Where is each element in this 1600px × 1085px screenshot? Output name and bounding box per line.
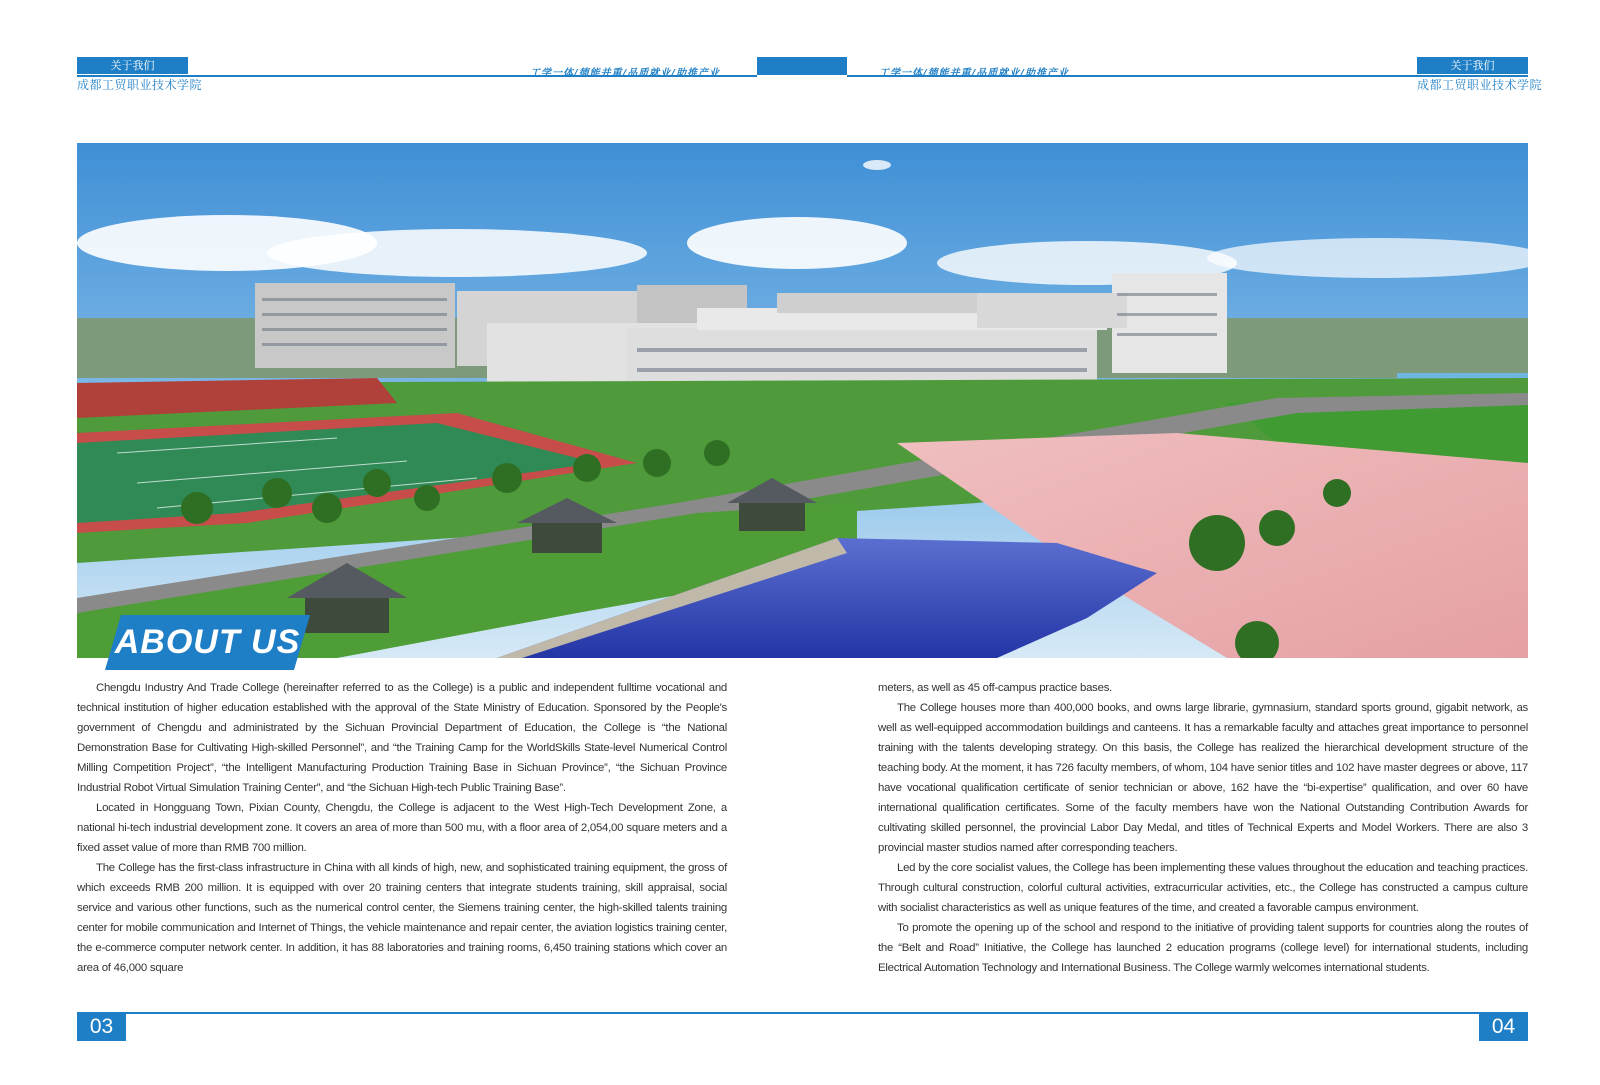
- left-text-column: [77, 678, 727, 978]
- right-paragraph: To promote the opening up of the school and respond to the initiative of providing talent supports for countries along the routes of the “Belt and Road” Initiative, the College has launched 2 education programs (college level) for international students, including Electrical Automation Technology and International Business. The College warmly welcomes international students.: [878, 922, 1528, 974]
- right-paragraph: Led by the core socialist values, the College has been implementing these values throughout the education and teaching practices. Through cultural construction, colorful cultural activities, extracurricular activities, etc., the College has constructed a campus culture with socialist characteristics as well as unique features of the time, and created a favorable campus environment.: [878, 862, 1528, 914]
- right-school-name: 成都工贸职业技术学院: [1417, 78, 1543, 92]
- header-center-block: [757, 57, 847, 75]
- left-paragraph: Chengdu Industry And Trade College (hereinafter referred to as the College) is a public and independent fulltime vocational and technical institution of higher education established with the approval of the State Ministry of Education. Sponsored by the People's government of Chengdu and administrated by the Sichuan Provincial Department of Education, the College is “the National Demonstration Base for Cultivating High-skilled Personnel”, and “the Training Camp for the WorldSkills State-level Numerical Control Milling Competition Project”, “the Intelligent Manufacturing Production Training Base in Sichuan Province”, “the Sichuan Province Industrial Robot Virtual Simulation Training Center”, and “the Sichuan High-tech Public Training Base”.: [77, 682, 727, 794]
- right-paragraph: The College houses more than 400,000 books, and owns large librarie, gymnasium, standard sports ground, gigabit network, as well as well-equipped accommodation buildings and canteens. It has a remarkable faculty and attaches great importance to personnel training with the talents developing strategy. On this basis, the College has realized the hierarchical development structure of the teaching body. At the moment, it has 726 faculty members, of whom, 104 have senior titles and 102 have master degrees or above, 117 have vocational qualification certificate of senior technician or above, 162 have the “bi-expertise” qualification, and over 60 have international qualification certificates. Some of the faculty members have won the National Outstanding Contribution Awards for cultivating skilled personnel, the provincial Labor Day Medal, and titles of Technical Experts and Model Workers. There are also 3 provincial master studios named after corresponding teachers.: [878, 702, 1528, 854]
- left-slogan: 工学一体/德能并重/品质就业/助推产业: [530, 68, 720, 79]
- campus-photo: [77, 143, 1528, 658]
- right-slogan: 工学一体/德能并重/品质就业/助推产业: [879, 68, 1069, 79]
- left-paragraph: Located in Hongguang Town, Pixian County, Chengdu, the College is adjacent to the West High-Tech Development Zone, a national hi-tech industrial development zone. It covers an area of more than 500 mu, with a floor area of 2,054,00 square meters and a fixed asset value of more than RMB 700 million.: [77, 802, 727, 854]
- right-text-column: [878, 678, 1528, 978]
- about-us-title: ABOUT US: [114, 623, 301, 661]
- footer-rule: [77, 1012, 1528, 1014]
- campus-illustration: [77, 143, 1528, 658]
- about-us-badge: [105, 615, 310, 670]
- left-section-tag: 关于我们: [77, 57, 188, 74]
- right-paragraph: meters, as well as 45 off-campus practice bases.: [878, 682, 1113, 694]
- left-paragraph: The College has the first-class infrastructure in China with all kinds of high, new, and sophisticated training equipment, the gross of which exceeds RMB 200 million. It is equipped with over 20 training centers that integrate students training, skill appraisal, social service and various other functions, such as the numerical control center, the Siemens training center, the high-skilled talents training center for mobile communication and Internet of Things, the vehicle maintenance and repair center, the aviation logistics training center, the e-commerce computer network center. In addition, it has 88 laboratories and training rooms, 6,450 training stations which cover an area of 46,000 square: [77, 862, 727, 974]
- left-page-number: 03: [77, 1013, 126, 1041]
- right-section-tag: 关于我们: [1417, 57, 1528, 74]
- right-page-number: 04: [1479, 1013, 1528, 1041]
- left-school-name: 成都工贸职业技术学院: [77, 78, 203, 92]
